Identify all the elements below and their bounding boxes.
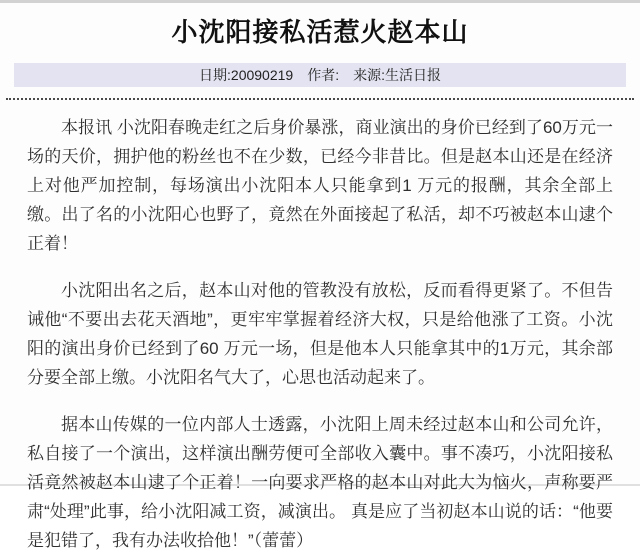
- meta-bar: [14, 63, 626, 87]
- paragraph-1: 本报讯 小沈阳春晚走红之后身价暴涨，商业演出的身价已经到了60万元一场的天价，拥护他的粉丝也不在少数，已经今非昔比。但是赵本山还是在经济上对他严加控制，每场演出小沈阳本人只能拿到1 万元的报酬，其余全部上缴。出了名的小沈阳心也野了，竟然在外面接起了私活，却不巧被赵本山逮个正着！: [27, 118, 613, 253]
- article-title: 小沈阳接私活惹火赵本山: [171, 17, 469, 47]
- paragraph-2: 小沈阳出名之后，赵本山对他的管教没有放松，反而看得更紧了。不但告诫他“不要出去花天酒地”，更牢牢掌握着经济大权，只是给他涨了工资。小沈阳的演出身价已经到了60 万元一场，但是他本人只能拿其中的1万元，其余部分要全部上缴。小沈阳名气大了，心思也活动起来了。: [27, 281, 613, 387]
- article-body: [0, 100, 640, 555]
- meta-date: 日期:20090219: [199, 67, 294, 83]
- meta-author: 作者:: [307, 67, 340, 83]
- paragraph-3: 据本山传媒的一位内部人士透露，小沈阳上周未经过赵本山和公司允许，私自接了一个演出，这样演出酬劳便可全部收入囊中。事不凑巧，小沈阳接私活竟然被赵本山逮了个正着！一向要求严格的赵本山对此大为恼火，声称要严肃“处理”此事，给小沈阳减工资，减演出。 真是应了当初赵本山说的话：“他要是犯错了，我有办法收拾他！”（蕾蕾）: [27, 415, 613, 550]
- meta-source: 来源:生活日报: [353, 67, 441, 83]
